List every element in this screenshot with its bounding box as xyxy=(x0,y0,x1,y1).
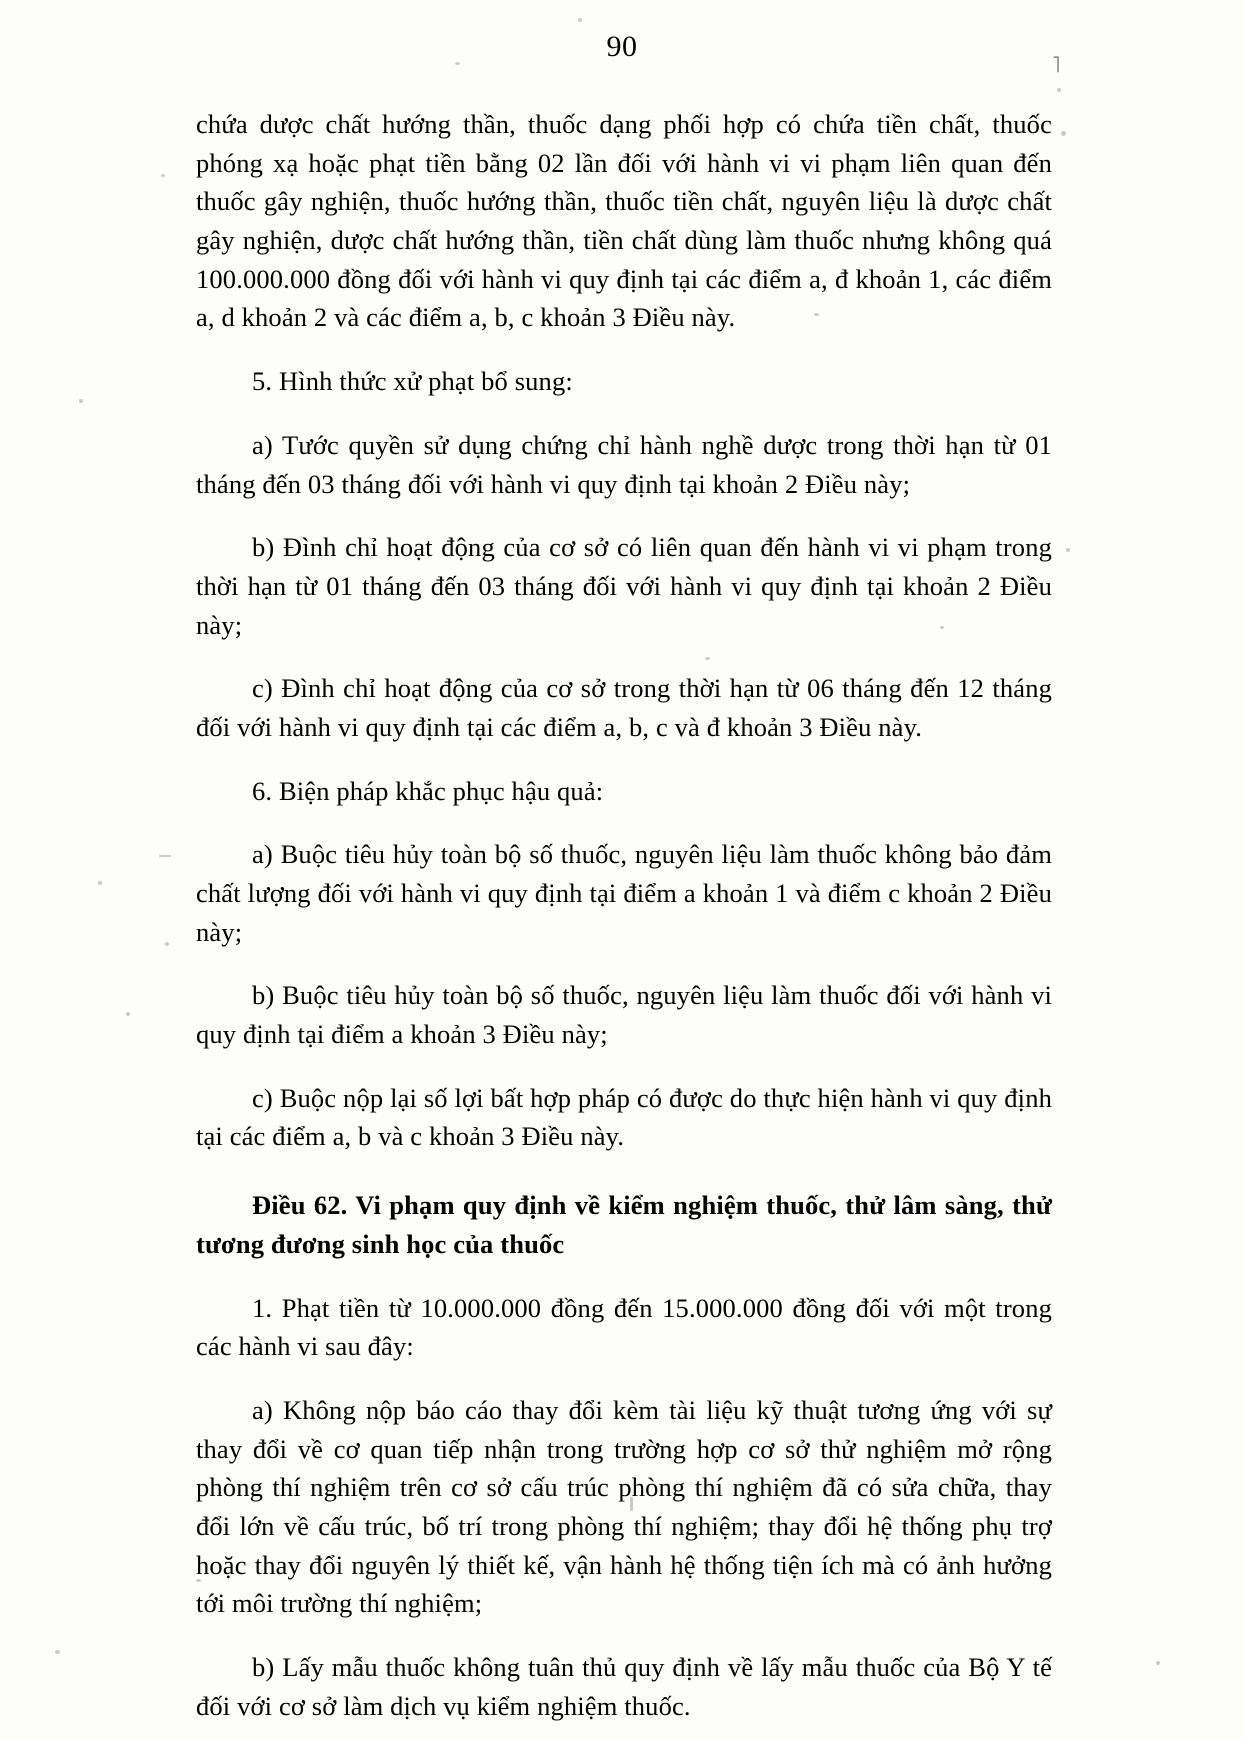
paragraph-article62-1: 1. Phạt tiền từ 10.000.000 đồng đến 15.000.000 đồng đối với một trong các hành vi sau đây: xyxy=(196,1292,1052,1362)
scan-speck xyxy=(159,855,171,857)
scan-speck xyxy=(1156,1661,1160,1665)
scan-speck xyxy=(1057,88,1061,92)
scan-speck xyxy=(578,18,582,22)
article-62-heading: Điều 62. Vi phạm quy định về kiểm nghiệm thuốc, thử lâm sàng, thử tương đương sinh học của thuốc xyxy=(196,1190,1052,1259)
scan-speck xyxy=(126,1012,130,1016)
scan-speck xyxy=(161,174,165,177)
paragraph-clause-5: 5. Hình thức xử phạt bổ sung: xyxy=(252,366,573,397)
scan-speck xyxy=(165,942,169,946)
paragraph-clause-6a: a) Buộc tiêu hủy toàn bộ số thuốc, nguyên liệu làm thuốc không bảo đảm chất lượng đối với hành vi quy định tại điểm a khoản 1 và điểm c khoản 2 Điều này; xyxy=(196,839,1052,947)
scan-mark: ˥ xyxy=(1052,52,1061,77)
scan-speck xyxy=(98,881,102,885)
paragraph-clause-6b: b) Buộc tiêu hủy toàn bộ số thuốc, nguyên liệu làm thuốc đối với hành vi quy định tại điểm a khoản 3 Điều này; xyxy=(196,980,1052,1050)
paragraph-clause-5b: b) Đình chỉ hoạt động của cơ sở có liên quan đến hành vi vi phạm trong thời hạn từ 01 tháng đến 03 tháng đối với hành vi quy định tại khoản 2 Điều này; xyxy=(196,532,1052,640)
page-content xyxy=(196,105,1052,1725)
scan-speck xyxy=(455,62,460,65)
scan-speck xyxy=(55,1650,60,1654)
paragraph-continued: chứa dược chất hướng thần, thuốc dạng phối hợp có chứa tiền chất, thuốc phóng xạ hoặc phạt tiền bằng 02 lần đối với hành vi vi phạm liên quan đến thuốc gây nghiện, thuốc hướng thần, thuốc tiền chất, nguyên liệu là dược chất gây nghiện, dược chất hướng thần, tiền chất dùng làm thuốc nhưng không quá 100.000.000 đồng đối với hành vi quy định tại các điểm a, đ khoản 1, các điểm a, d khoản 2 và các điểm a, b, c khoản 3 Điều này. xyxy=(196,109,1052,333)
paragraph-clause-5c: c) Đình chỉ hoạt động của cơ sở trong thời hạn từ 06 tháng đến 12 tháng đối với hành vi quy định tại các điểm a, b, c và đ khoản 3 Điều này. xyxy=(196,673,1052,742)
scan-speck xyxy=(1061,131,1066,136)
page-number: 90 xyxy=(606,30,638,63)
paragraph-clause-5a: a) Tước quyền sử dụng chứng chỉ hành nghề dược trong thời hạn từ 01 tháng đến 03 tháng đối với hành vi quy định tại khoản 2 Điều này; xyxy=(196,429,1052,499)
scan-speck xyxy=(79,399,83,403)
scan-speck xyxy=(1066,548,1070,552)
paragraph-article62-1a: a) Không nộp báo cáo thay đổi kèm tài liệu kỹ thuật tương ứng với sự thay đổi về cơ quan tiếp nhận trong trường hợp cơ sở thử nghiệm mở rộng phòng thí nghiệm trên cơ sở cấu trúc phòng thí nghiệm đã có sửa chữa, thay đổi lớn về cấu trúc, bố trí trong phòng thí nghiệm; thay đổi hệ thống phụ trợ hoặc thay đổi nguyên lý thiết kế, vận hành hệ thống tiện ích mà có ảnh hưởng tới môi trường thí nghiệm; xyxy=(196,1394,1052,1619)
paragraph-article62-1b: b) Lấy mẫu thuốc không tuân thủ quy định về lấy mẫu thuốc của Bộ Y tế đối với cơ sở làm dịch vụ kiểm nghiệm thuốc. xyxy=(196,1652,1052,1721)
paragraph-clause-6: 6. Biện pháp khắc phục hậu quả: xyxy=(252,775,604,806)
paragraph-clause-6c: c) Buộc nộp lại số lợi bất hợp pháp có được do thực hiện hành vi quy định tại các điểm a, b và c khoản 3 Điều này. xyxy=(196,1082,1052,1152)
